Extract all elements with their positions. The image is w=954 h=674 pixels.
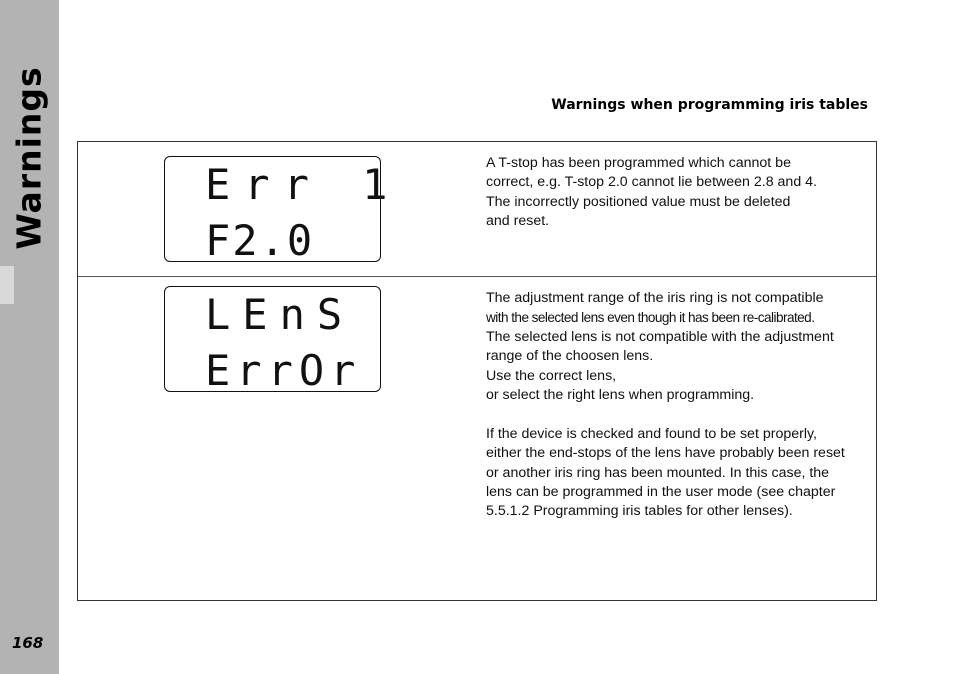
lcd-line-1: LEnS [205,290,355,339]
description-line: A T-stop has been programmed which cannot be [486,155,791,171]
lcd-display-err1 [164,156,402,265]
description-line: The adjustment range of the iris ring is not compatible [486,290,824,306]
sidebar-tab-marker [0,266,14,304]
description-line: range of the choosen lens. [486,348,654,365]
description-line: or select the right lens when programming. [486,387,755,404]
description-line: with the selected lens even though it has been re-calibrated. [486,310,815,326]
description-line: or another iris ring has been mounted. In this case, the [486,464,830,481]
description-line: and reset. [486,213,550,230]
row2-description [486,289,845,522]
description-line: If the device is checked and found to be set properly, [486,425,817,442]
row1-description [486,154,817,232]
section-heading: Warnings when programming iris tables [551,97,868,113]
paragraph-gap [486,405,845,424]
description-line: lens can be programmed in the user mode (see chapter [486,484,836,501]
description-line: 5.5.1.2 Programming iris tables for other lenses). [486,503,793,520]
lcd-display-lens-error [164,286,381,395]
description-line: correct, e.g. T-stop 2.0 cannot lie between 2.8 and 4. [486,174,817,191]
description-line: The selected lens is not compatible with the adjustment [486,328,834,345]
sidebar-chapter-title: Warnings [9,66,49,250]
page-number: 168 [12,634,44,652]
description-line: The incorrectly positioned value must be deleted [486,193,791,210]
lcd-line-2: ErrOr [205,346,362,395]
description-line: either the end-stops of the lens have probably been reset [486,445,845,462]
row-divider [78,276,876,277]
sidebar [0,0,59,674]
lcd-line-2: F2.0 [205,216,315,265]
lcd-line-1: Err 1 [205,160,402,209]
description-line: Use the correct lens, [486,367,617,384]
warnings-table [77,141,877,601]
